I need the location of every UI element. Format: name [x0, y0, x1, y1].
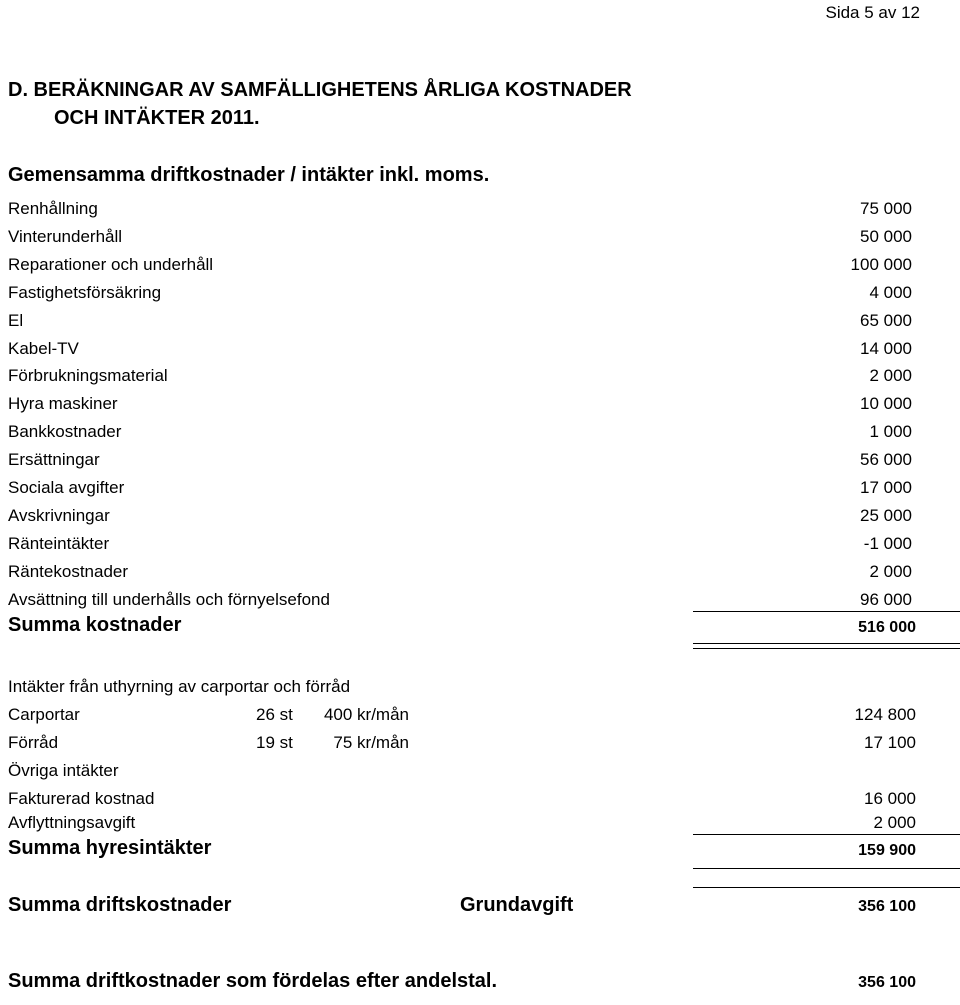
- income-total-rule-1: [693, 868, 960, 869]
- carport-label: Carportar: [8, 705, 80, 724]
- cost-item-amount: 50 000: [860, 227, 912, 246]
- cost-item-amount: 65 000: [860, 311, 912, 330]
- cost-item-label: Renhållning: [8, 199, 98, 218]
- cost-item-label: Ränteintäkter: [8, 534, 110, 553]
- cost-item-amount: 96 000: [860, 590, 912, 609]
- costs-total-rule-1: [693, 643, 960, 644]
- cost-item-label: Hyra maskiner: [8, 394, 118, 413]
- cost-item-label: Bankkostnader: [8, 422, 122, 441]
- carport-amount: 124 800: [854, 705, 916, 724]
- cost-item-amount: 10 000: [860, 394, 912, 413]
- cost-item-label: Avskrivningar: [8, 506, 110, 525]
- moving-fee-amount: 2 000: [873, 813, 916, 832]
- cost-item-label: Förbrukningsmaterial: [8, 366, 168, 385]
- cost-item-amount: 2 000: [869, 366, 912, 385]
- carport-rate: 400 kr/mån: [323, 705, 409, 724]
- cost-item-amount: 14 000: [860, 339, 912, 358]
- section-heading-line-1: D. BERÄKNINGAR AV SAMFÄLLIGHETENS ÅRLIGA KOSTNADER: [8, 79, 632, 101]
- income-total-rule-2: [693, 887, 960, 888]
- cost-item-amount: -1 000: [863, 534, 912, 553]
- cost-item-label: Ersättningar: [8, 450, 100, 469]
- storage-label: Förråd: [8, 733, 59, 752]
- costs-total-rule-2: [693, 648, 960, 649]
- costs-total-label: Summa kostnader: [8, 614, 182, 636]
- carport-count: 26 st: [256, 705, 293, 724]
- distributed-total-value: 356 100: [858, 974, 916, 991]
- cost-item-label: Sociala avgifter: [8, 478, 125, 497]
- operating-total-value: 356 100: [858, 898, 916, 915]
- storage-amount: 17 100: [864, 733, 916, 752]
- cost-item-amount: 2 000: [869, 562, 912, 581]
- income-total-label: Summa hyresintäkter: [8, 837, 212, 859]
- basic-fee-label: Grundavgift: [460, 894, 574, 916]
- cost-item-label: Fastighetsförsäkring: [8, 283, 162, 302]
- moving-fee-label: Avflyttningsavgift: [8, 813, 136, 832]
- costs-title: Gemensamma driftkostnader / intäkter inkl. moms.: [8, 164, 490, 186]
- storage-count: 19 st: [256, 733, 293, 752]
- cost-item-amount: 56 000: [860, 450, 912, 469]
- cost-item-label: Räntekostnader: [8, 562, 129, 581]
- operating-total-label: Summa driftskostnader: [8, 894, 232, 916]
- cost-item-amount: 17 000: [860, 478, 912, 497]
- cost-item-amount: 1 000: [869, 422, 912, 441]
- distributed-total-label: Summa driftkostnader som fördelas efter andelstal.: [8, 970, 498, 992]
- cost-item-amount: 100 000: [850, 255, 912, 274]
- income-subtotal-rule: [693, 834, 960, 835]
- page-number: Sida 5 av 12: [825, 3, 920, 22]
- cost-item-amount: 25 000: [860, 506, 912, 525]
- costs-subtotal-rule: [693, 611, 960, 612]
- cost-item-label: Reparationer och underhåll: [8, 255, 214, 274]
- costs-total-value: 516 000: [858, 619, 916, 636]
- cost-item-amount: 4 000: [869, 283, 912, 302]
- storage-rate: 75 kr/mån: [333, 733, 409, 752]
- cost-item-label: Vinterunderhåll: [8, 227, 123, 246]
- cost-item-label: Avsättning till underhålls och förnyelsefond: [8, 590, 330, 609]
- invoiced-cost-label: Fakturerad kostnad: [8, 789, 155, 808]
- section-heading-line-2: OCH INTÄKTER 2011.: [54, 107, 260, 129]
- cost-item-label: El: [8, 311, 24, 330]
- cost-item-label: Kabel-TV: [8, 339, 79, 358]
- cost-item-amount: 75 000: [860, 199, 912, 218]
- income-title: Intäkter från uthyrning av carportar och förråd: [8, 677, 351, 696]
- other-income-label: Övriga intäkter: [8, 761, 119, 780]
- income-total-value: 159 900: [858, 842, 916, 859]
- invoiced-cost-amount: 16 000: [864, 789, 916, 808]
